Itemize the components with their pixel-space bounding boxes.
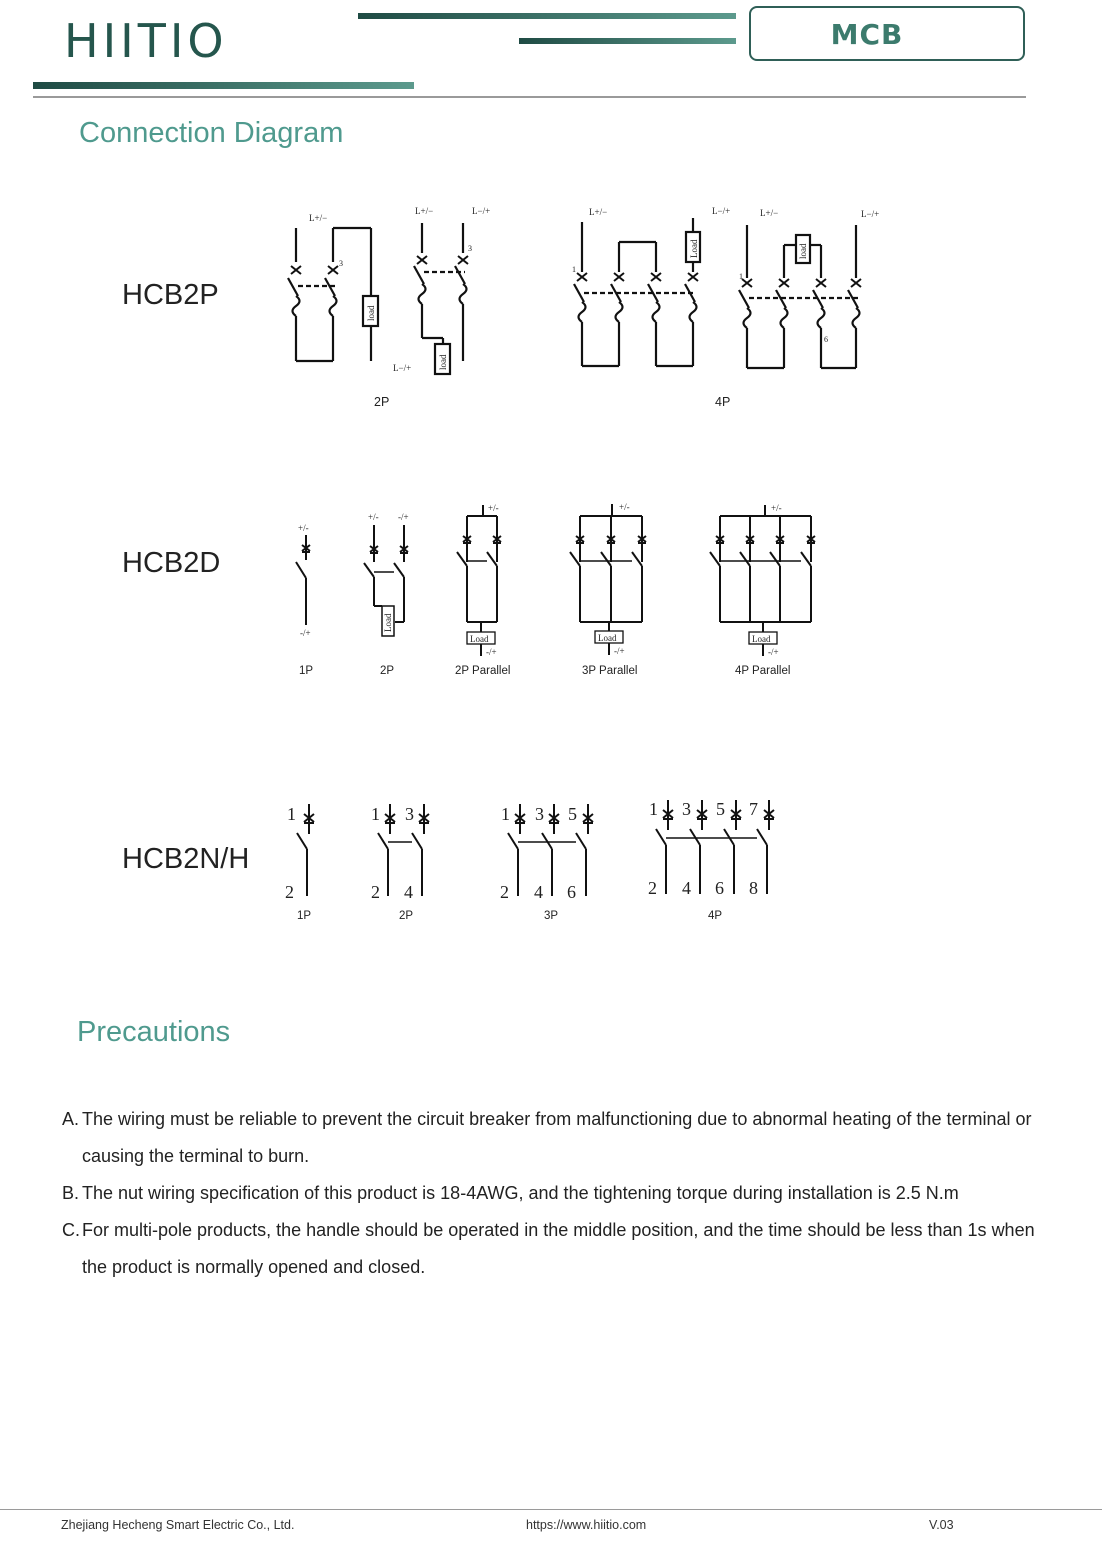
svg-text:1: 1: [572, 265, 576, 274]
precautions-title: Precautions: [77, 1016, 231, 1048]
svg-text:3: 3: [405, 804, 414, 824]
hcb2nh-4p-diagram: [648, 799, 774, 898]
footer-company: Zhejiang Hecheng Smart Electric Co., Ltd.: [61, 1518, 295, 1532]
svg-text:load: load: [438, 354, 448, 370]
svg-text:L−/+: L−/+: [861, 209, 880, 219]
precautions-list: [62, 1101, 1052, 1286]
connection-diagram-title: Connection Diagram: [79, 117, 344, 149]
svg-text:4: 4: [534, 882, 543, 902]
svg-text:1: 1: [371, 804, 380, 824]
caption-hcb2d-4p-parallel: 4P Parallel: [735, 665, 791, 677]
precaution-text: For multi-pole products, the handle should be operated in the middle position, and the time should be less than 1s when the product is normally opened and closed.: [82, 1220, 1035, 1277]
svg-text:-/+: -/+: [300, 628, 311, 638]
model-hcb2d: HCB2D: [122, 547, 221, 579]
precaution-text: The wiring must be reliable to prevent the circuit breaker from malfunctioning due to abnormal heating of the terminal or causing the terminal to burn.: [82, 1109, 1032, 1166]
svg-text:Load: Load: [689, 239, 699, 258]
caption-hcb2p-2p: 2P: [374, 395, 390, 409]
svg-text:Load: Load: [752, 634, 771, 644]
brand-logo: HIITIO: [64, 14, 228, 68]
footer-rule: [0, 1509, 1102, 1510]
svg-text:L+/−: L+/−: [415, 206, 434, 216]
svg-text:+/-: +/-: [368, 512, 379, 522]
svg-text:L+/−: L+/−: [589, 207, 608, 217]
svg-text:+/-: +/-: [619, 502, 630, 512]
svg-text:5: 5: [568, 804, 577, 824]
svg-text:L−/+: L−/+: [472, 206, 491, 216]
hcb2d-3p-parallel-diagram: [570, 502, 646, 656]
precaution-item: [62, 1101, 1052, 1175]
svg-text:4: 4: [404, 882, 413, 902]
precaution-letter: A.: [62, 1109, 80, 1129]
hcb2p-4p-diagram-b: [739, 208, 879, 368]
svg-text:1: 1: [501, 804, 510, 824]
svg-text:+/-: +/-: [771, 503, 782, 513]
svg-text:L+/−: L+/−: [760, 208, 779, 218]
load-label: load: [366, 305, 376, 321]
svg-text:2: 2: [371, 882, 380, 902]
svg-text:8: 8: [749, 878, 758, 898]
hcb2d-1p-diagram: [296, 523, 311, 638]
svg-text:-/+: -/+: [486, 647, 497, 657]
svg-text:2: 2: [285, 882, 294, 902]
hcb2nh-2p-diagram: [371, 804, 429, 902]
svg-text:L−/+: L−/+: [393, 363, 412, 373]
model-hcb2nh: HCB2N/H: [122, 843, 250, 875]
model-hcb2p: HCB2P: [122, 279, 219, 311]
svg-text:+/-: +/-: [488, 503, 499, 513]
hcb2d-2p-diagram: [364, 512, 409, 636]
hcb2nh-1p-diagram: [285, 804, 314, 902]
precaution-item: [62, 1175, 1052, 1212]
svg-text:L−/+: L−/+: [712, 206, 731, 216]
caption-hcb2d-3p-parallel: 3P Parallel: [582, 665, 638, 677]
label-l-plus: L+/−: [309, 213, 328, 223]
svg-text:3: 3: [535, 804, 544, 824]
svg-text:1: 1: [287, 804, 296, 824]
precaution-item: [62, 1212, 1052, 1286]
footer-url[interactable]: https://www.hiitio.com: [526, 1518, 647, 1532]
svg-text:5: 5: [716, 799, 725, 819]
svg-text:-/+: -/+: [398, 512, 409, 522]
svg-text:Load: Load: [598, 633, 617, 643]
caption-hcb2d-1p: 1P: [299, 665, 314, 677]
caption-hcb2p-4p: 4P: [715, 395, 731, 409]
svg-text:load: load: [798, 243, 808, 259]
svg-text:6: 6: [567, 882, 576, 902]
hcb2p-2p-diagram-b: [393, 206, 490, 374]
svg-text:7: 7: [749, 799, 758, 819]
caption-hcb2d-2p: 2P: [380, 665, 395, 677]
caption-hcb2nh-3p: 3P: [544, 910, 559, 922]
caption-hcb2nh-2p: 2P: [399, 910, 414, 922]
hcb2p-4p-diagram-a: [572, 206, 730, 366]
svg-text:1: 1: [739, 272, 743, 281]
badge-label: MCB: [830, 18, 904, 51]
hcb2d-4p-parallel-diagram: [710, 503, 815, 657]
svg-text:3: 3: [682, 799, 691, 819]
caption-hcb2d-2p-parallel: 2P Parallel: [455, 665, 511, 677]
precaution-text: The nut wiring specification of this product is 18-4AWG, and the tightening torque during installation is 2.5 N.m: [82, 1183, 959, 1203]
svg-text:2: 2: [500, 882, 509, 902]
precaution-letter: B.: [62, 1183, 80, 1203]
svg-text:6: 6: [824, 335, 828, 344]
hcb2p-2p-diagram-a: [288, 213, 378, 361]
svg-text:-/+: -/+: [614, 646, 625, 656]
svg-text:Load: Load: [470, 634, 489, 644]
svg-text:2: 2: [648, 878, 657, 898]
svg-text:4: 4: [682, 878, 691, 898]
hcb2nh-3p-diagram: [500, 804, 593, 902]
caption-hcb2nh-1p: 1P: [297, 910, 312, 922]
svg-text:-/+: -/+: [768, 647, 779, 657]
svg-text:1: 1: [649, 799, 658, 819]
svg-text:+/-: +/-: [298, 523, 309, 533]
label-term-3: 3: [339, 259, 343, 268]
caption-hcb2nh-4p: 4P: [708, 910, 723, 922]
svg-text:3: 3: [468, 244, 472, 253]
precaution-letter: C.: [62, 1220, 80, 1240]
svg-text:Load: Load: [383, 613, 393, 632]
svg-text:6: 6: [715, 878, 724, 898]
hcb2d-2p-parallel-diagram: [457, 503, 501, 657]
footer-version: V.03: [929, 1518, 954, 1532]
